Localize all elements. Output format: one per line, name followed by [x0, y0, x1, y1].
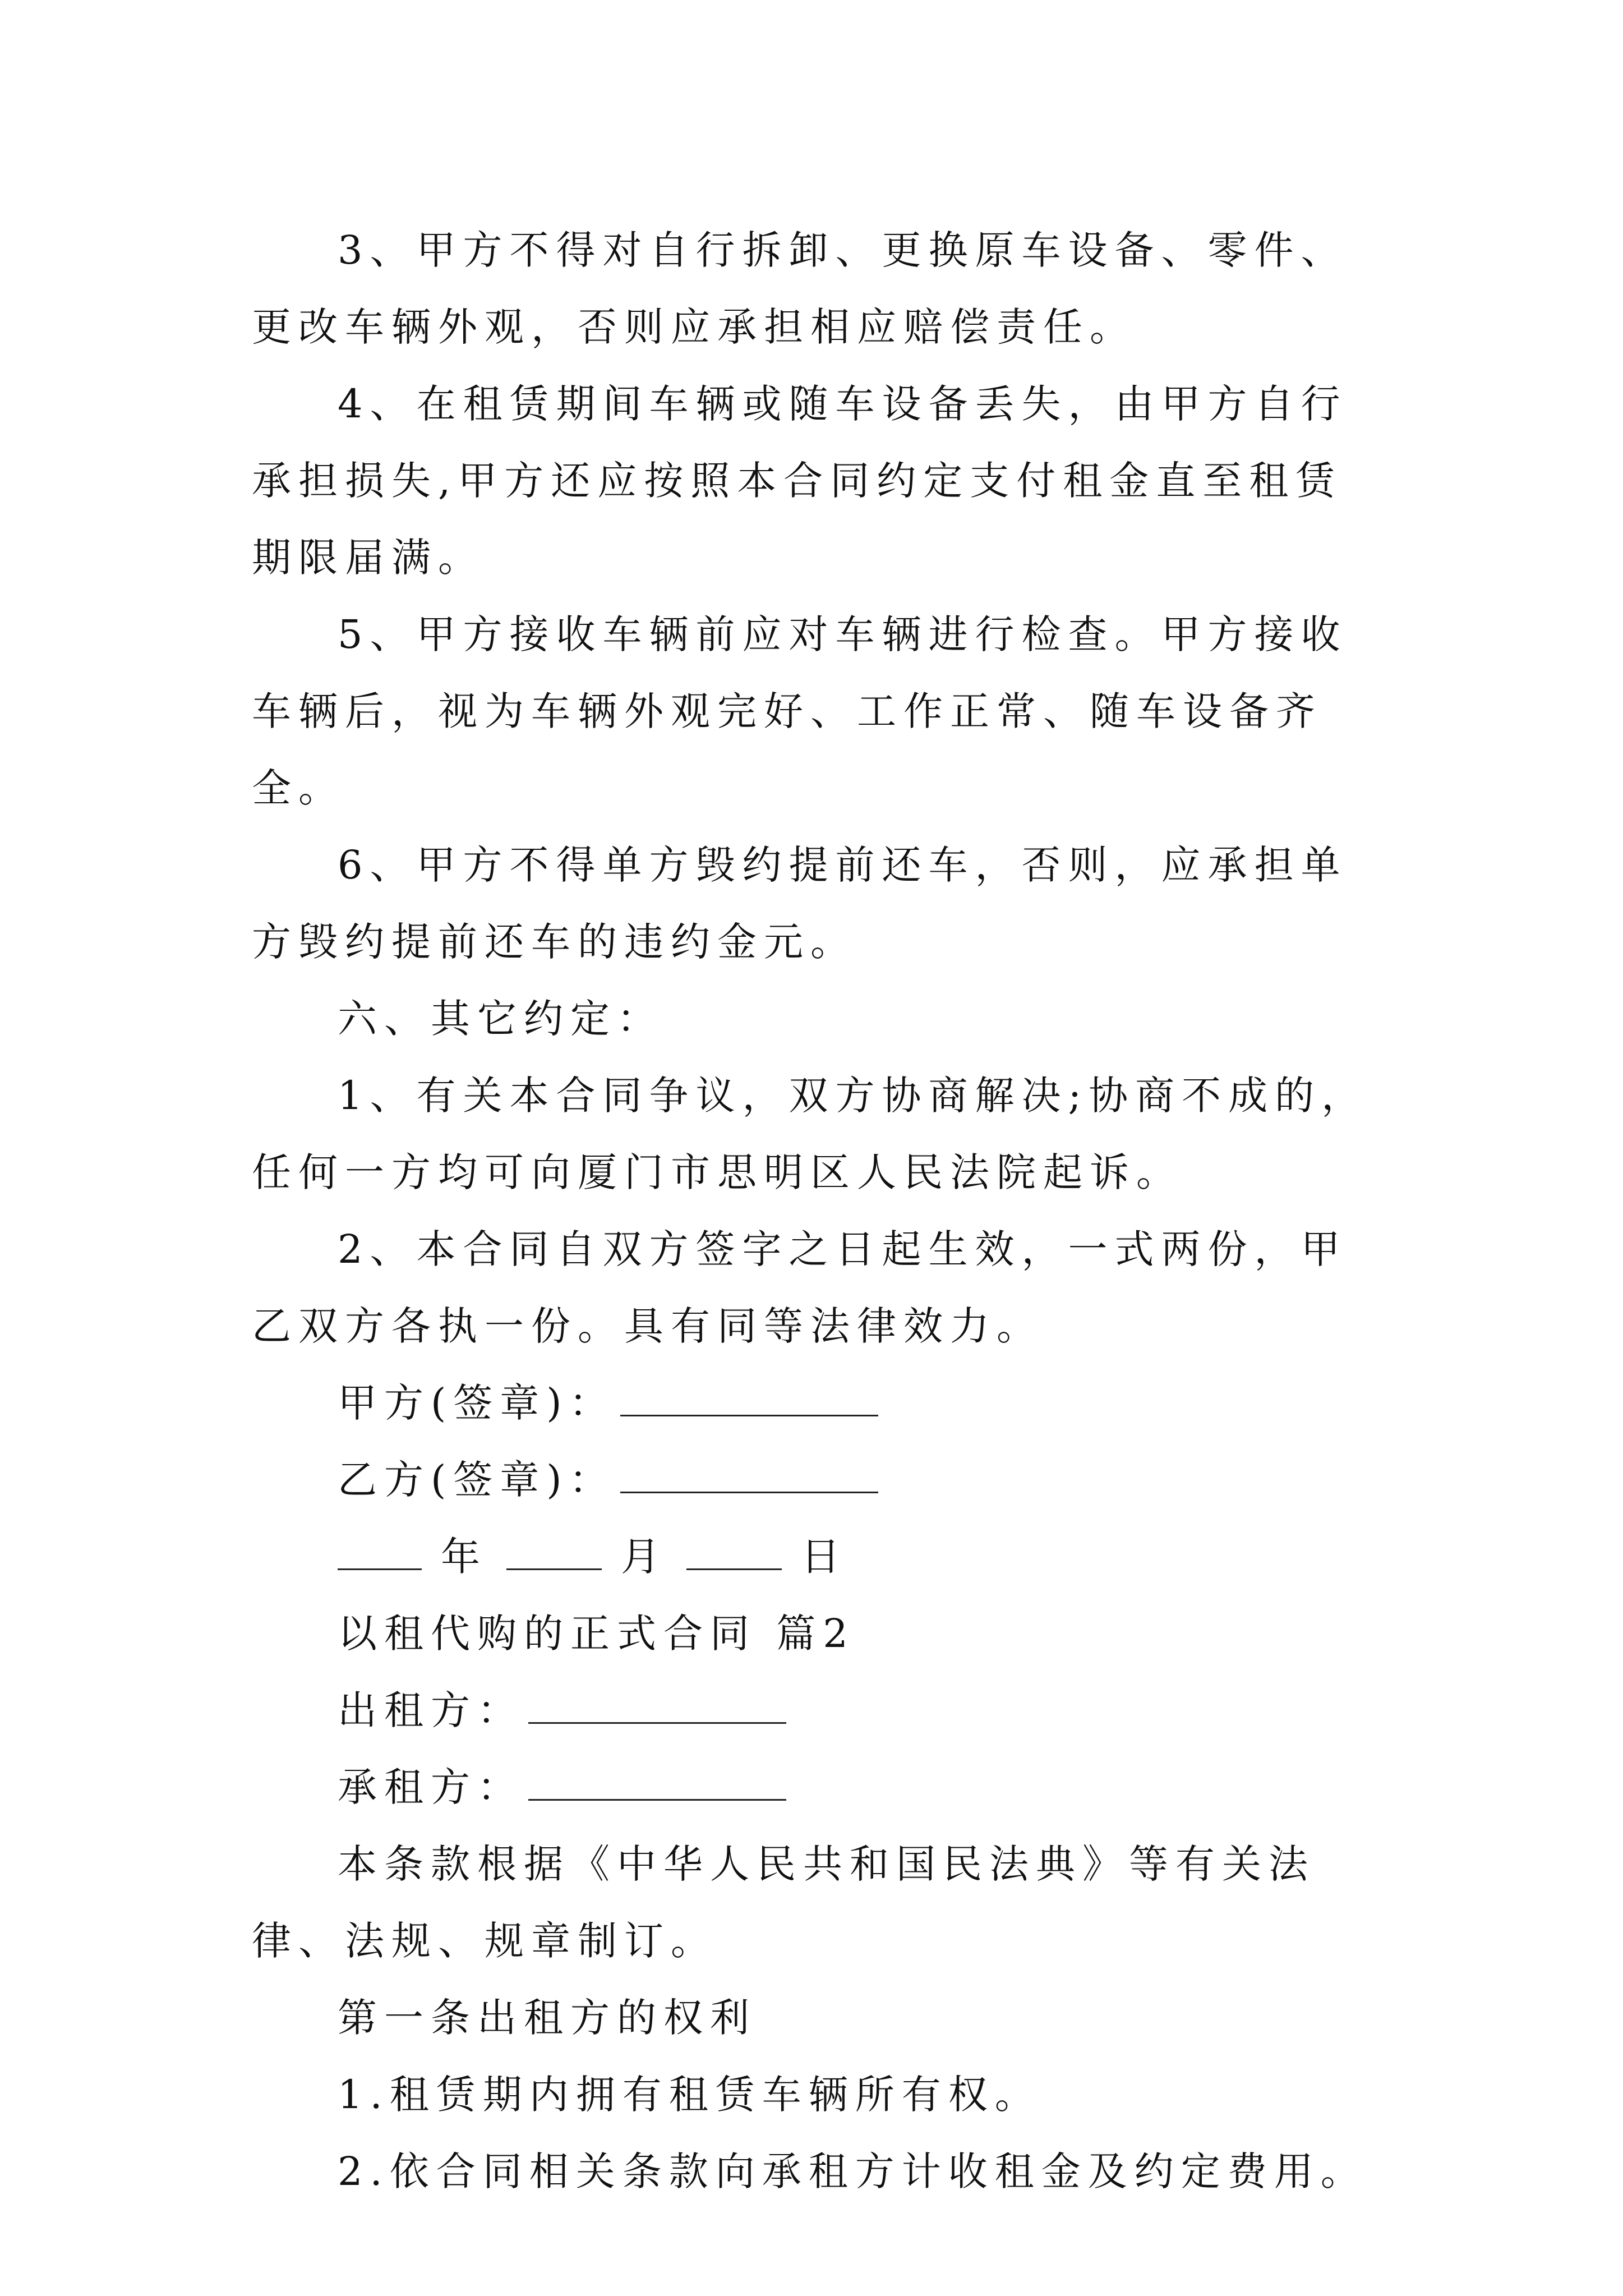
- day-label: 日: [801, 1534, 847, 1580]
- lessee-label: 承租方：: [338, 1764, 524, 1810]
- party-b-signature-label: 乙方(签章)：: [338, 1457, 616, 1503]
- lessor-label: 出租方：: [338, 1687, 524, 1733]
- year-label: 年: [441, 1534, 487, 1580]
- party-b-signature-line: [252, 1442, 1385, 1519]
- day-blank[interactable]: [686, 1534, 782, 1570]
- other-clause-1-paragraph: 1、有关本合同争议，双方协商解决;协商不成的，任何一方均可向厦门市思明区人民法院起诉。: [252, 1073, 1368, 1195]
- month-blank[interactable]: [506, 1534, 602, 1570]
- lessor-blank[interactable]: [528, 1687, 786, 1724]
- clause-4-paragraph: 4、在租赁期间车辆或随车设备丢失，由甲方自行承担损失,甲方还应按照本合同约定支付租金直至租赁期限届满。: [252, 381, 1348, 581]
- clause-6-paragraph: 6、甲方不得单方毁约提前还车，否则，应承担单方毁约提前还车的违约金元。: [252, 842, 1348, 965]
- lessor-line: [252, 1672, 1385, 1749]
- party-a-signature-label: 甲方(签章)：: [338, 1380, 616, 1426]
- article-1-item-2: 2.依合同相关条款向承租方计收租金及约定费用。: [338, 2148, 1367, 2194]
- lessee-blank[interactable]: [528, 1764, 786, 1801]
- month-label: 月: [621, 1534, 667, 1580]
- lessee-line: [252, 1749, 1385, 1826]
- section-other-agreements-heading: 六、其它约定：: [338, 996, 663, 1042]
- article-1-item-1: 1.租赁期内拥有租赁车辆所有权。: [338, 2072, 1041, 2118]
- party-a-signature-line: [252, 1365, 1385, 1442]
- date-line: [252, 1519, 1385, 1595]
- party-b-signature-blank[interactable]: [620, 1457, 878, 1493]
- clause-3-paragraph: 3、甲方不得对自行拆卸、更换原车设备、零件、更改车辆外观，否则应承担相应赔偿责任。: [252, 227, 1348, 350]
- party-a-signature-blank[interactable]: [620, 1380, 878, 1416]
- document-body: [252, 212, 1385, 2210]
- other-clause-2-paragraph: 2、本合同自双方签字之日起生效，一式两份，甲乙双方各执一份。具有同等法律效力。: [252, 1226, 1348, 1349]
- contract-2-title: 以租代购的正式合同 篇2: [338, 1611, 855, 1657]
- year-blank[interactable]: [338, 1534, 422, 1570]
- legal-basis-paragraph: 本条款根据《中华人民共和国民法典》等有关法律、法规、规章制订。: [252, 1841, 1315, 1964]
- article-1-title: 第一条出租方的权利: [338, 1995, 757, 2041]
- clause-5-paragraph: 5、甲方接收车辆前应对车辆进行检查。甲方接收车辆后，视为车辆外观完好、工作正常、随车设备齐全。: [252, 611, 1348, 811]
